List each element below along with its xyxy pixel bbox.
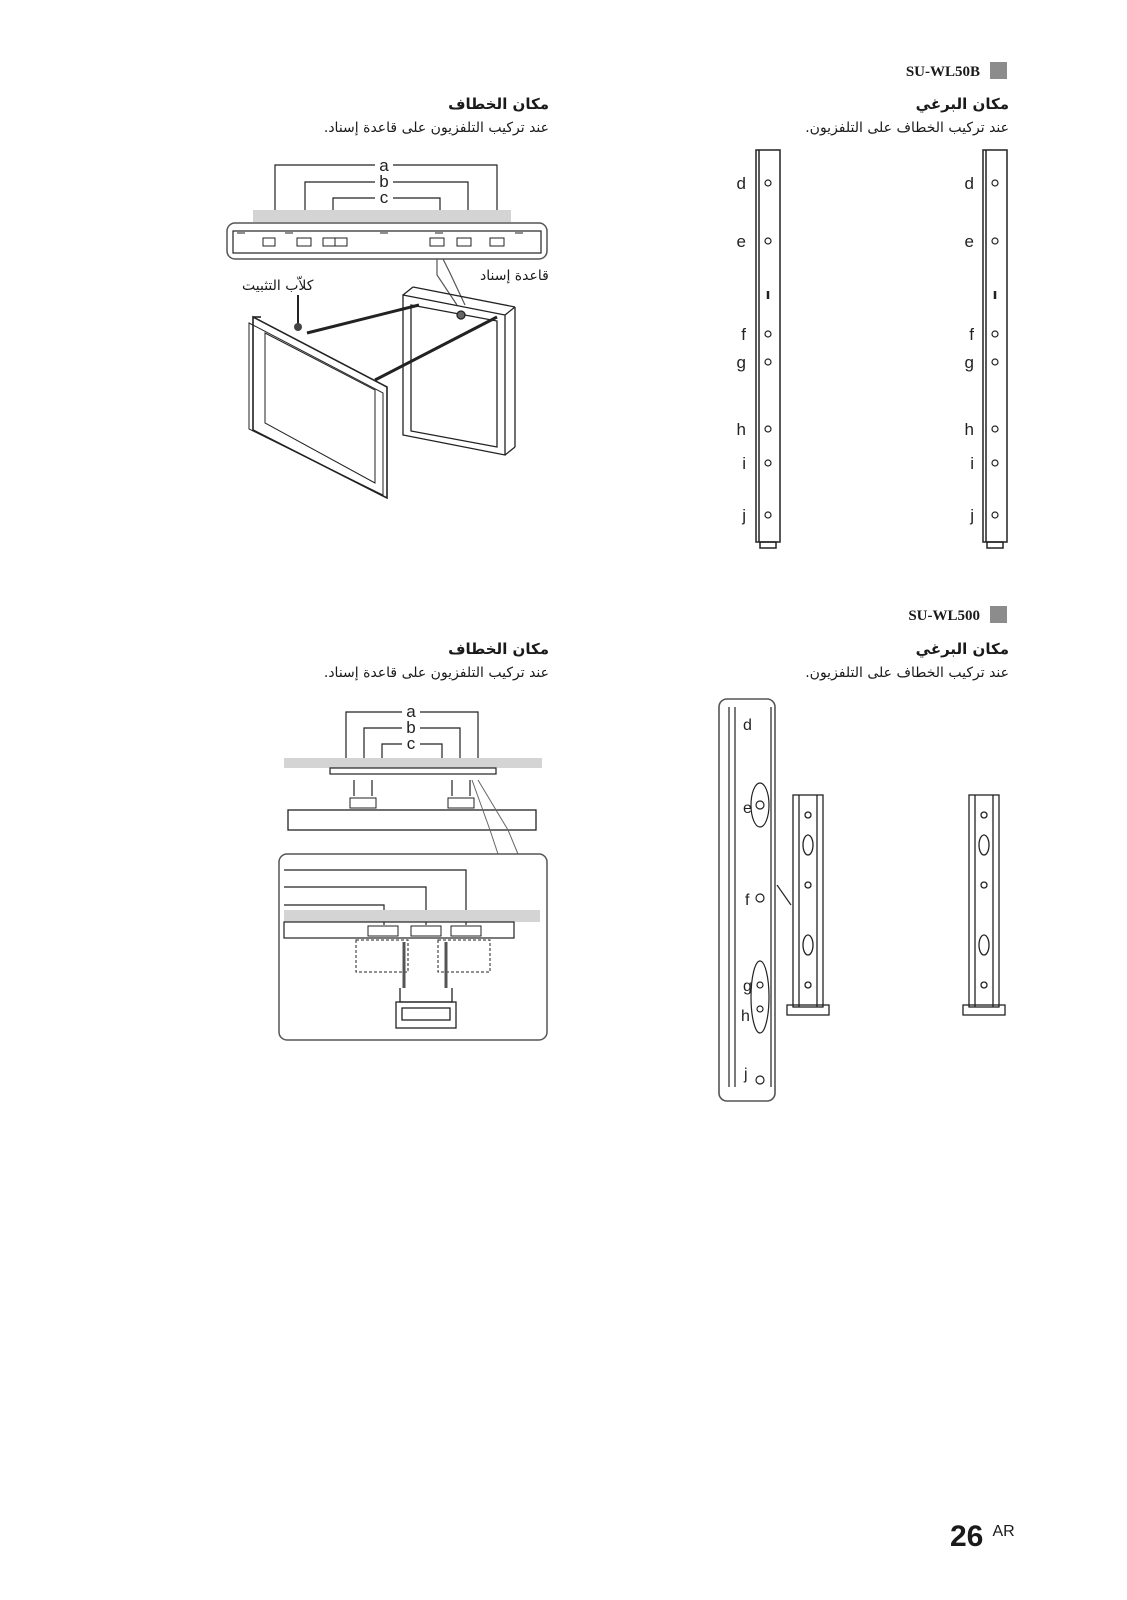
slot-e-icon (751, 783, 769, 827)
hook-position-heading: مكان الخطاف (448, 95, 549, 113)
page-language: AR (992, 1523, 1015, 1540)
hook-letter-a: a (379, 156, 389, 175)
svg-text:d: d (964, 174, 974, 193)
tv-edge (288, 810, 536, 830)
svg-text:g: g (964, 353, 974, 372)
screw-position-caption: عند تركيب الخطاف على التلفزيون. (805, 120, 1009, 136)
letter-e: e (736, 232, 746, 251)
svg-text:j: j (970, 506, 974, 525)
page-number: 26 (950, 1520, 984, 1553)
rail-right-2 (963, 795, 1005, 1015)
hole-h-icon (765, 426, 771, 432)
letter-j: j (742, 506, 746, 525)
hook-position-caption-2: عند تركيب التلفزيون على قاعدة إسناد. (323, 665, 549, 681)
letter-g: g (736, 353, 746, 372)
letter-d: d (736, 174, 746, 193)
svg-text:f: f (969, 325, 974, 344)
letter-d-2: d (743, 717, 752, 734)
rail-left (756, 150, 780, 548)
hole-j-icon (756, 1076, 764, 1084)
model-name: SU-WL50B (905, 64, 980, 80)
letter-i: i (742, 454, 746, 473)
hole-g-icon (765, 359, 771, 365)
hole-f-icon (765, 331, 771, 337)
svg-text:e: e (964, 232, 974, 251)
letter-e-2: e (743, 800, 752, 817)
bracket-label: قاعدة إسناد (480, 268, 549, 284)
hook-letter-a-2: a (406, 702, 416, 721)
model-title-su-wl500 (908, 606, 1007, 625)
hole-e-icon (765, 238, 771, 244)
hook-position-caption: عند تركيب التلفزيون على قاعدة إسناد. (323, 120, 549, 136)
svg-text:i: i (970, 454, 974, 473)
letter-h-2: h (741, 1008, 750, 1025)
rail-screw-positions-diagram (720, 145, 1030, 555)
rail-middle (787, 795, 829, 1015)
letter-g-2: g (743, 978, 752, 995)
screw-position-heading-2: مكان البرغي (915, 640, 1009, 658)
letter-f: f (741, 325, 746, 344)
letter-j-2: j (744, 1066, 748, 1083)
hole-f-icon (756, 894, 764, 902)
model-title-su-wl50b (906, 62, 1007, 81)
page-footer (950, 1520, 1015, 1554)
letter-f-2: f (745, 892, 750, 909)
tv-bracket-diagram (225, 155, 565, 505)
slot-gh-icon (751, 961, 769, 1033)
tv-set (249, 317, 387, 498)
hole-j-icon (765, 512, 771, 518)
hole-i-icon (765, 460, 771, 466)
svg-text:h: h (964, 420, 974, 439)
rail-right (983, 150, 1007, 548)
model-name: SU-WL500 (908, 608, 980, 624)
letter-h: h (736, 420, 746, 439)
hole-d-icon (765, 180, 771, 186)
screw-position-caption-2: عند تركيب الخطاف على التلفزيون. (805, 665, 1009, 681)
section-marker (990, 62, 1007, 79)
rail-screw-positions-diagram-2 (715, 695, 1035, 1105)
hook-letter-b-2: b (406, 718, 416, 737)
hook-letter-c: c (379, 188, 389, 207)
hook-position-heading-2: مكان الخطاف (448, 640, 549, 658)
detail-callout (279, 854, 547, 1040)
screw-position-heading: مكان البرغي (915, 95, 1009, 113)
hook-position-diagram (278, 700, 553, 1045)
hook-label: كلاّب التثبيت (242, 278, 314, 294)
wall-bracket (403, 287, 515, 455)
hook-letter-b: b (379, 172, 389, 191)
section-marker (990, 606, 1007, 623)
hook-letter-c-2: c (406, 734, 416, 753)
